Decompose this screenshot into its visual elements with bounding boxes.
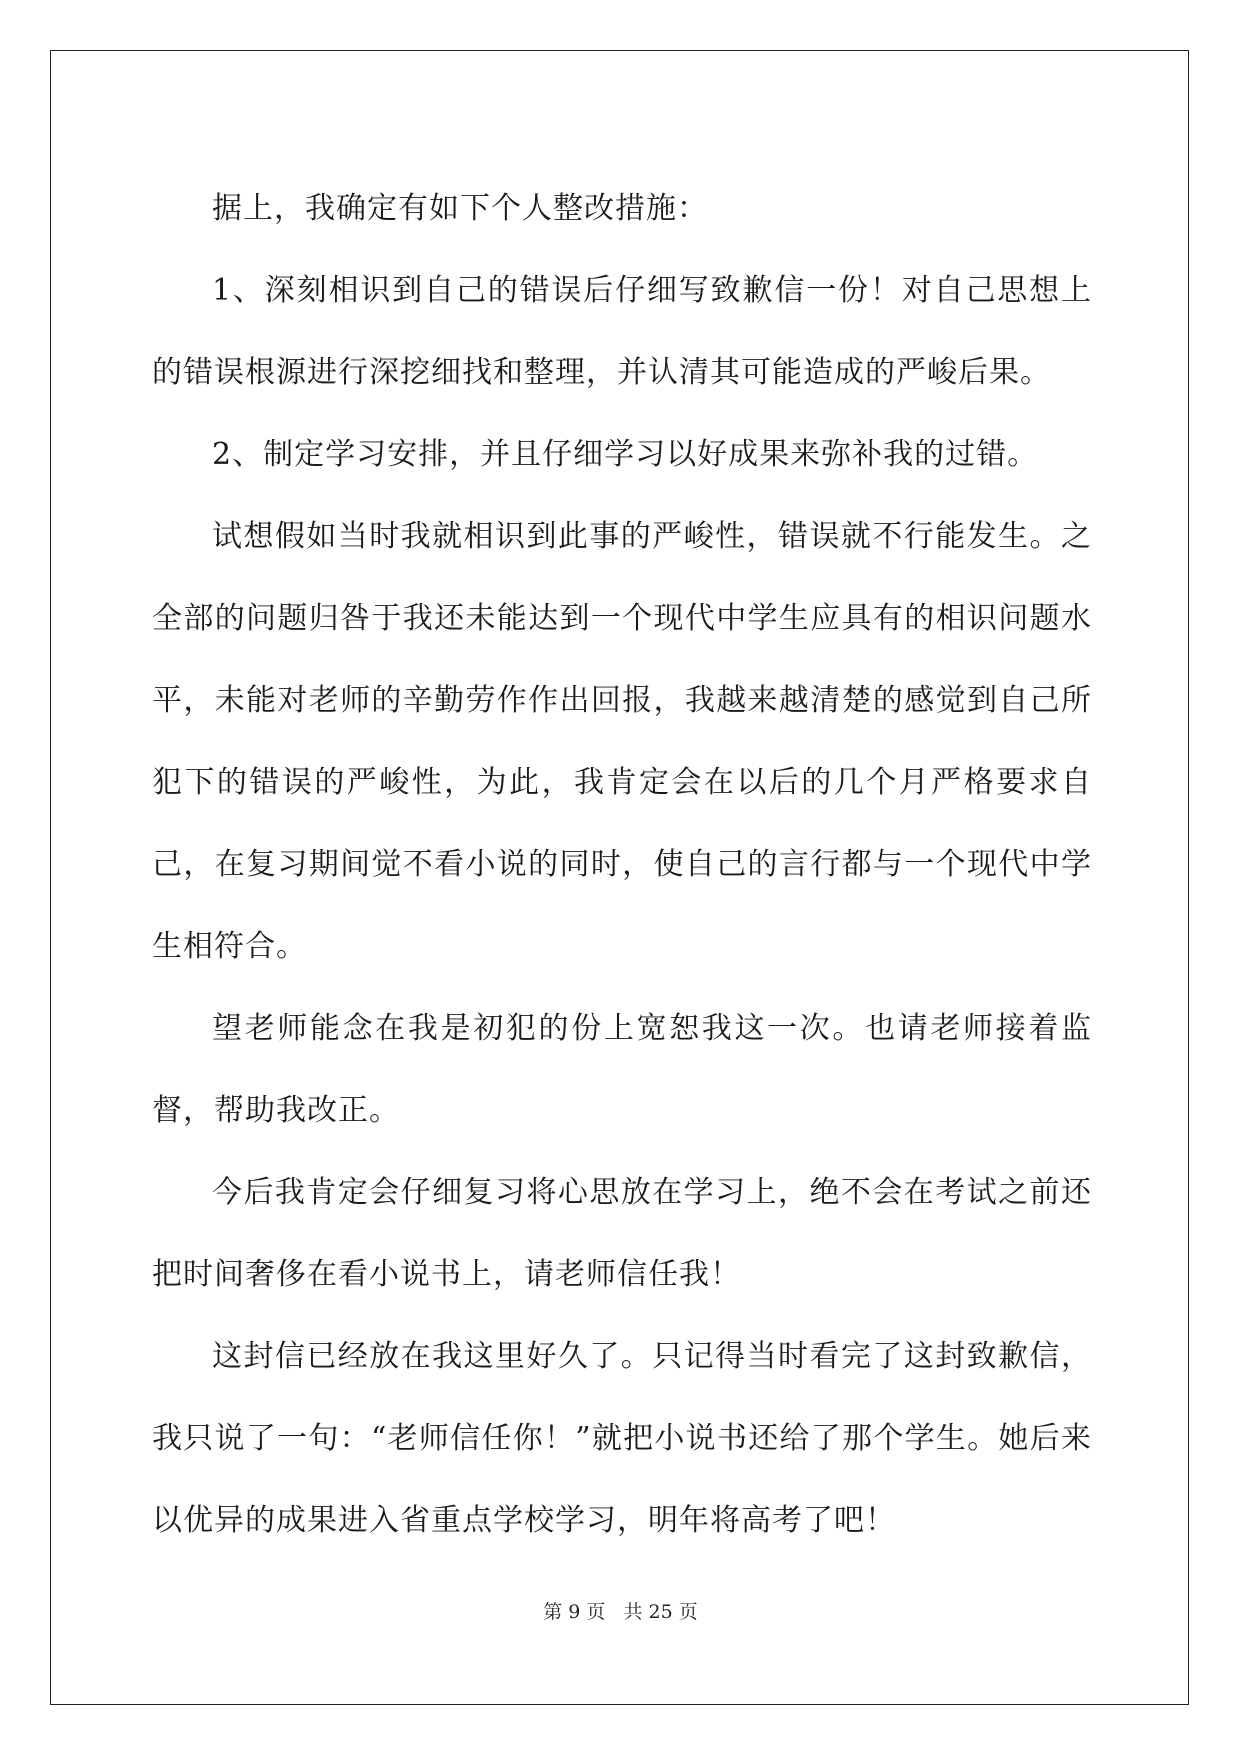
document-body (152, 168, 1092, 1562)
paragraph: 这封信已经放在我这里好久了。只记得当时看完了这封致歉信，我只说了一句：“老师信任你！”就把小说书还给了那个学生。她后来以优异的成果进入省重点学校学习，明年将高考了吧！ (152, 1339, 1092, 1538)
paragraph: 2、制定学习安排，并且仔细学习以好成果来弥补我的过错。 (212, 437, 1039, 472)
page-footer (0, 1597, 1241, 1624)
paragraph: 望老师能念在我是初犯的份上宽恕我这一次。也请老师接着监督，帮助我改正。 (152, 1011, 1092, 1128)
paragraph: 1、深刻相识到自己的错误后仔细写致歉信一份！对自己思想上的错误根源进行深挖细找和整理，并认清其可能造成的严峻后果。 (152, 273, 1092, 390)
paragraph: 据上，我确定有如下个人整改措施： (212, 191, 708, 226)
page-total: 共 25 页 (623, 1601, 698, 1623)
paragraph: 今后我肯定会仔细复习将心思放在学习上，绝不会在考试之前还把时间奢侈在看小说书上，请老师信任我！ (152, 1175, 1092, 1292)
paragraph: 试想假如当时我就相识到此事的严峻性，错误就不行能发生。之全部的问题归咎于我还未能达到一个现代中学生应具有的相识问题水平，未能对老师的辛勤劳作作出回报，我越来越清楚的感觉到自己所犯下的错误的严峻性，为此，我肯定会在以后的几个月严格要求自己，在复习期间觉不看小说的同时，使自己的言行都与一个现代中学生相符合。 (152, 519, 1092, 964)
page-number: 第 9 页 (543, 1601, 606, 1623)
